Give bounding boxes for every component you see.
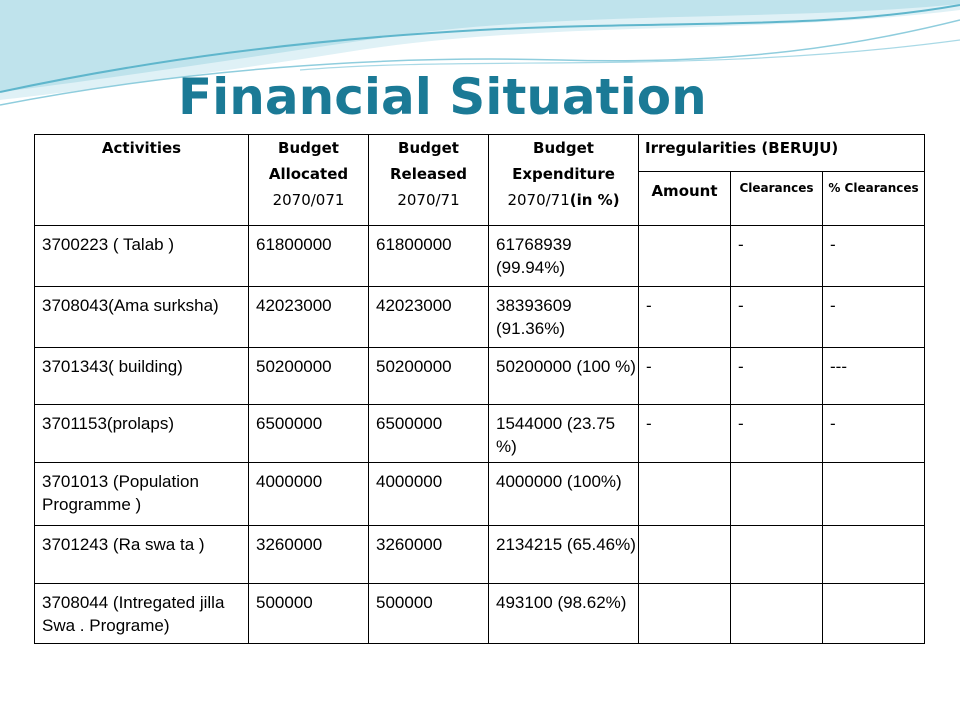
table-row [35,287,925,348]
cell-amount: - [639,287,731,348]
cell-activity: 3701013 (Population Programme ) [35,463,249,526]
cell-clearances: - [731,287,823,348]
cell-pct-clearances [823,463,925,526]
cell-expenditure: 1544000 (23.75 %) [489,405,639,463]
header-pct-clearances: % Clearances [823,172,925,226]
cell-activity: 3701343( building) [35,348,249,405]
cell-activity: 3701243 (Ra swa ta ) [35,526,249,584]
cell-amount [639,226,731,287]
cell-clearances [731,526,823,584]
cell-clearances [731,463,823,526]
cell-amount [639,463,731,526]
cell-allocated: 42023000 [249,287,369,348]
cell-allocated: 3260000 [249,526,369,584]
cell-expenditure: 493100 (98.62%) [489,584,639,644]
cell-allocated: 50200000 [249,348,369,405]
cell-released: 50200000 [369,348,489,405]
cell-released: 42023000 [369,287,489,348]
cell-amount: - [639,348,731,405]
table-row [35,526,925,584]
cell-expenditure: 2134215 (65.46%) [489,526,639,584]
cell-pct-clearances: - [823,226,925,287]
cell-pct-clearances [823,526,925,584]
cell-released: 4000000 [369,463,489,526]
cell-pct-clearances [823,584,925,644]
cell-activity: 3708043(Ama surksha) [35,287,249,348]
cell-activity: 3701153(prolaps) [35,405,249,463]
header-amount: Amount [639,172,731,226]
cell-activity: 3700223 ( Talab ) [35,226,249,287]
header-clearances: Clearances [731,172,823,226]
header-budget-expenditure: Budget Expenditure 2070/71(in %) [489,135,639,226]
cell-expenditure: 4000000 (100%) [489,463,639,526]
slide-title: Financial Situation [178,68,707,126]
cell-allocated: 500000 [249,584,369,644]
cell-activity: 3708044 (Intregated jilla Swa . Programe) [35,584,249,644]
table-row [35,584,925,644]
cell-pct-clearances: - [823,405,925,463]
cell-expenditure: 38393609 (91.36%) [489,287,639,348]
cell-released: 6500000 [369,405,489,463]
cell-pct-clearances: - [823,287,925,348]
header-irregularities: Irregularities (BERUJU) [639,135,925,172]
cell-amount: - [639,405,731,463]
cell-clearances: - [731,348,823,405]
financial-table [34,134,925,644]
cell-allocated: 61800000 [249,226,369,287]
header-budget-released: Budget Released 2070/71 [369,135,489,226]
cell-expenditure: 50200000 (100 %) [489,348,639,405]
table-row [35,226,925,287]
cell-clearances: - [731,405,823,463]
cell-allocated: 6500000 [249,405,369,463]
cell-allocated: 4000000 [249,463,369,526]
cell-amount [639,526,731,584]
cell-clearances [731,584,823,644]
header-activities: Activities [35,135,249,226]
cell-released: 3260000 [369,526,489,584]
cell-released: 61800000 [369,226,489,287]
table-row [35,463,925,526]
cell-pct-clearances: --- [823,348,925,405]
cell-expenditure: 61768939 (99.94%) [489,226,639,287]
cell-released: 500000 [369,584,489,644]
table-row [35,348,925,405]
cell-amount [639,584,731,644]
cell-clearances: - [731,226,823,287]
header-budget-allocated: Budget Allocated 2070/071 [249,135,369,226]
table-row [35,405,925,463]
